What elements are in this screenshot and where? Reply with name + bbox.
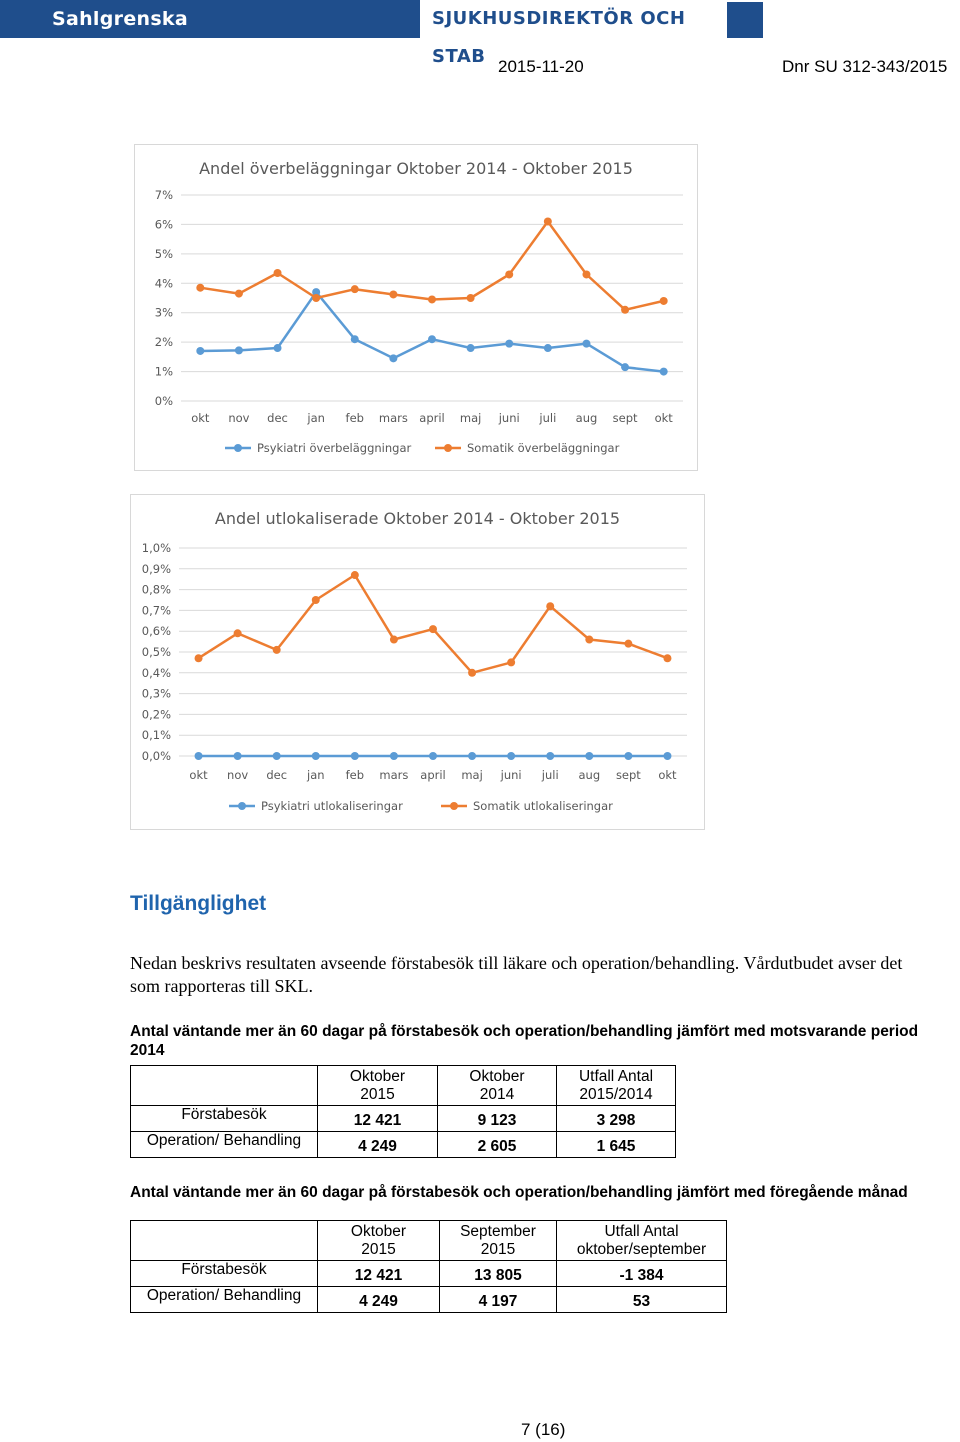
org-banner	[0, 0, 420, 68]
data-point	[624, 752, 632, 760]
table-cell: 12 421	[318, 1106, 438, 1132]
legend-swatch-marker	[450, 802, 458, 810]
x-tick-label: dec	[266, 768, 288, 782]
y-tick-label: 0,5%	[141, 645, 171, 659]
y-tick-label: 0,4%	[141, 665, 171, 680]
data-point	[195, 654, 203, 662]
data-point	[621, 306, 629, 314]
x-tick-label: jan	[307, 768, 325, 782]
x-tick-label: nov	[227, 768, 249, 782]
table-row	[131, 1287, 727, 1313]
data-point	[312, 752, 320, 760]
department-name: SJUKHUSDIREKTÖR OCH STAB	[432, 8, 686, 67]
data-point	[312, 294, 320, 302]
table-corner-cell	[131, 1066, 318, 1106]
x-tick-label: feb	[345, 768, 365, 782]
table2-heading: Antal väntande mer än 60 dagar på förstabesök och operation/behandling jämfört med föregående månad	[130, 1184, 908, 1201]
column-header	[557, 1221, 727, 1261]
legend-label: Somatik överbeläggningar	[467, 441, 620, 455]
table-corner-cell	[131, 1221, 318, 1261]
data-point	[234, 629, 242, 637]
data-point	[544, 217, 552, 225]
data-point	[390, 636, 398, 644]
y-tick-label: 5%	[154, 246, 173, 261]
page-number: 7 (16)	[521, 1420, 566, 1439]
section-title: Tillgänglighet	[130, 892, 267, 915]
column-header-line: September	[460, 1223, 536, 1240]
y-tick-label: 3%	[154, 305, 173, 320]
chart-overbelaggningar	[134, 144, 698, 471]
x-tick-label: okt	[654, 411, 673, 425]
y-tick-label: 0,3%	[141, 686, 171, 701]
y-tick-label: 0,0%	[141, 749, 171, 763]
row-label: Förstabesök	[131, 1261, 318, 1287]
table-cell: 3 298	[557, 1106, 676, 1132]
table1-heading: Antal väntande mer än 60 dagar på förstabesök och operation/behandling jämfört med motsvarande period 2014	[130, 1023, 919, 1059]
data-point	[546, 752, 554, 760]
x-tick-label: april	[420, 768, 446, 782]
data-point	[505, 340, 513, 348]
data-point	[351, 752, 359, 760]
banner-square-decoration	[727, 2, 763, 38]
data-point	[312, 596, 320, 604]
table-header-row	[131, 1066, 676, 1106]
table2	[130, 1220, 727, 1313]
data-point	[429, 625, 437, 633]
data-point	[544, 344, 552, 352]
data-point	[468, 752, 476, 760]
table-row	[131, 1132, 676, 1158]
row-label: Operation/ Behandling	[131, 1132, 318, 1158]
chart-title: Andel utlokaliserade Oktober 2014 - Oktober 2015	[214, 509, 621, 528]
x-tick-label: aug	[575, 411, 598, 425]
x-tick-label: okt	[658, 768, 677, 782]
column-header-line: 2014	[479, 1086, 515, 1103]
data-point	[468, 669, 476, 677]
column-header-line: Oktober	[469, 1068, 525, 1085]
document-date: 2015-11-20	[498, 57, 584, 76]
column-header-line: oktober/september	[576, 1241, 707, 1258]
document-dnr: Dnr SU 312-343/2015	[782, 57, 948, 76]
column-header-line: Utfall Antal	[578, 1068, 654, 1085]
x-tick-label: nov	[228, 411, 250, 425]
data-point	[585, 752, 593, 760]
data-point	[428, 335, 436, 343]
data-point	[663, 752, 671, 760]
data-point	[546, 602, 554, 610]
data-point	[196, 284, 204, 292]
table-cell: 4 249	[318, 1287, 440, 1313]
data-point	[196, 347, 204, 355]
x-tick-label: mars	[379, 768, 409, 782]
chart-plot	[131, 495, 706, 831]
data-point	[389, 290, 397, 298]
data-point	[274, 269, 282, 277]
legend-label: Psykiatri överbeläggningar	[257, 441, 412, 455]
table-header-row	[131, 1221, 727, 1261]
data-point	[467, 294, 475, 302]
x-tick-label: maj	[459, 411, 482, 425]
x-tick-label: juli	[541, 768, 559, 782]
table-cell: 1 645	[557, 1132, 676, 1158]
y-tick-label: 4%	[154, 276, 173, 291]
data-point	[507, 752, 515, 760]
data-point	[582, 270, 590, 278]
x-tick-label: juli	[539, 411, 557, 425]
data-point	[351, 571, 359, 579]
data-point	[273, 752, 281, 760]
legend-swatch-marker	[444, 444, 452, 452]
x-tick-label: dec	[267, 411, 288, 425]
y-tick-label: 0,1%	[141, 728, 171, 743]
x-tick-label: feb	[345, 411, 364, 425]
data-point	[429, 752, 437, 760]
column-header	[440, 1221, 557, 1261]
data-point	[582, 340, 590, 348]
data-point	[660, 297, 668, 305]
x-tick-label: maj	[461, 768, 483, 782]
x-tick-label: mars	[378, 411, 408, 425]
y-tick-label: 0,6%	[141, 624, 171, 639]
series-line	[200, 292, 663, 372]
org-name: Sahlgrenska Universitetssjukhuset	[52, 8, 293, 68]
table-cell: 12 421	[318, 1261, 440, 1287]
data-point	[585, 636, 593, 644]
data-point	[273, 646, 281, 654]
table-cell: -1 384	[557, 1261, 727, 1287]
data-point	[195, 752, 203, 760]
x-tick-label: sept	[615, 768, 641, 782]
y-tick-label: 1,0%	[141, 541, 171, 555]
row-label: Operation/ Behandling	[131, 1287, 318, 1313]
data-point	[235, 290, 243, 298]
column-header	[438, 1066, 557, 1106]
table-cell: 2 605	[438, 1132, 557, 1158]
data-point	[624, 640, 632, 648]
column-header-line: 2015	[360, 1086, 395, 1103]
column-header-line: 2015/2014	[579, 1086, 653, 1103]
x-tick-label: april	[419, 411, 445, 425]
column-header	[318, 1066, 438, 1106]
data-point	[390, 752, 398, 760]
column-header-line: Utfall Antal	[604, 1223, 679, 1240]
y-tick-label: 0,7%	[141, 603, 171, 618]
data-point	[234, 752, 242, 760]
intro-paragraph: Nedan beskrivs resultaten avseende förstabesök till läkare och operation/behandling. Vårdutbudet avser det som rapporteras till SKL.	[130, 953, 903, 996]
data-point	[274, 344, 282, 352]
x-tick-label: sept	[612, 411, 638, 425]
data-point	[235, 346, 243, 354]
legend-label: Somatik utlokaliseringar	[473, 799, 613, 813]
table-row	[131, 1261, 727, 1287]
table-row	[131, 1106, 676, 1132]
column-header-line: Oktober	[349, 1068, 406, 1085]
data-point	[663, 654, 671, 662]
table-cell: 13 805	[440, 1261, 557, 1287]
table-cell: 9 123	[438, 1106, 557, 1132]
x-tick-label: okt	[189, 768, 208, 782]
y-tick-label: 7%	[154, 188, 173, 202]
x-tick-label: aug	[578, 768, 601, 782]
legend-label: Psykiatri utlokaliseringar	[261, 799, 403, 813]
data-point	[351, 285, 359, 293]
data-point	[389, 354, 397, 362]
chart-utlokaliserade	[130, 494, 705, 830]
row-label: Förstabesök	[131, 1106, 318, 1132]
data-point	[507, 658, 515, 666]
data-point	[621, 363, 629, 371]
y-tick-label: 2%	[154, 335, 173, 350]
y-tick-label: 1%	[154, 364, 173, 379]
data-point	[428, 295, 436, 303]
data-point	[467, 344, 475, 352]
y-tick-label: 0,8%	[141, 582, 171, 597]
column-header-line: Oktober	[350, 1223, 407, 1240]
y-tick-label: 0%	[154, 394, 173, 408]
column-header	[557, 1066, 676, 1106]
chart-title: Andel överbeläggningar Oktober 2014 - Oktober 2015	[199, 159, 633, 178]
table-cell: 4 197	[440, 1287, 557, 1313]
chart-plot	[135, 145, 699, 472]
column-header-line: 2015	[480, 1241, 516, 1258]
x-tick-label: okt	[191, 411, 210, 425]
y-tick-label: 0,9%	[141, 561, 171, 576]
column-header-line: 2015	[361, 1241, 396, 1258]
legend-swatch-marker	[234, 444, 242, 452]
column-header	[318, 1221, 440, 1261]
table1	[130, 1065, 676, 1158]
x-tick-label: jan	[307, 411, 325, 425]
data-point	[351, 335, 359, 343]
legend-swatch-marker	[238, 802, 246, 810]
y-tick-label: 6%	[154, 217, 173, 232]
data-point	[660, 368, 668, 376]
x-tick-label: juni	[498, 411, 520, 425]
table-cell: 4 249	[318, 1132, 438, 1158]
x-tick-label: juni	[500, 768, 522, 782]
table-cell: 53	[557, 1287, 727, 1313]
data-point	[505, 270, 513, 278]
y-tick-label: 0,2%	[141, 707, 171, 722]
